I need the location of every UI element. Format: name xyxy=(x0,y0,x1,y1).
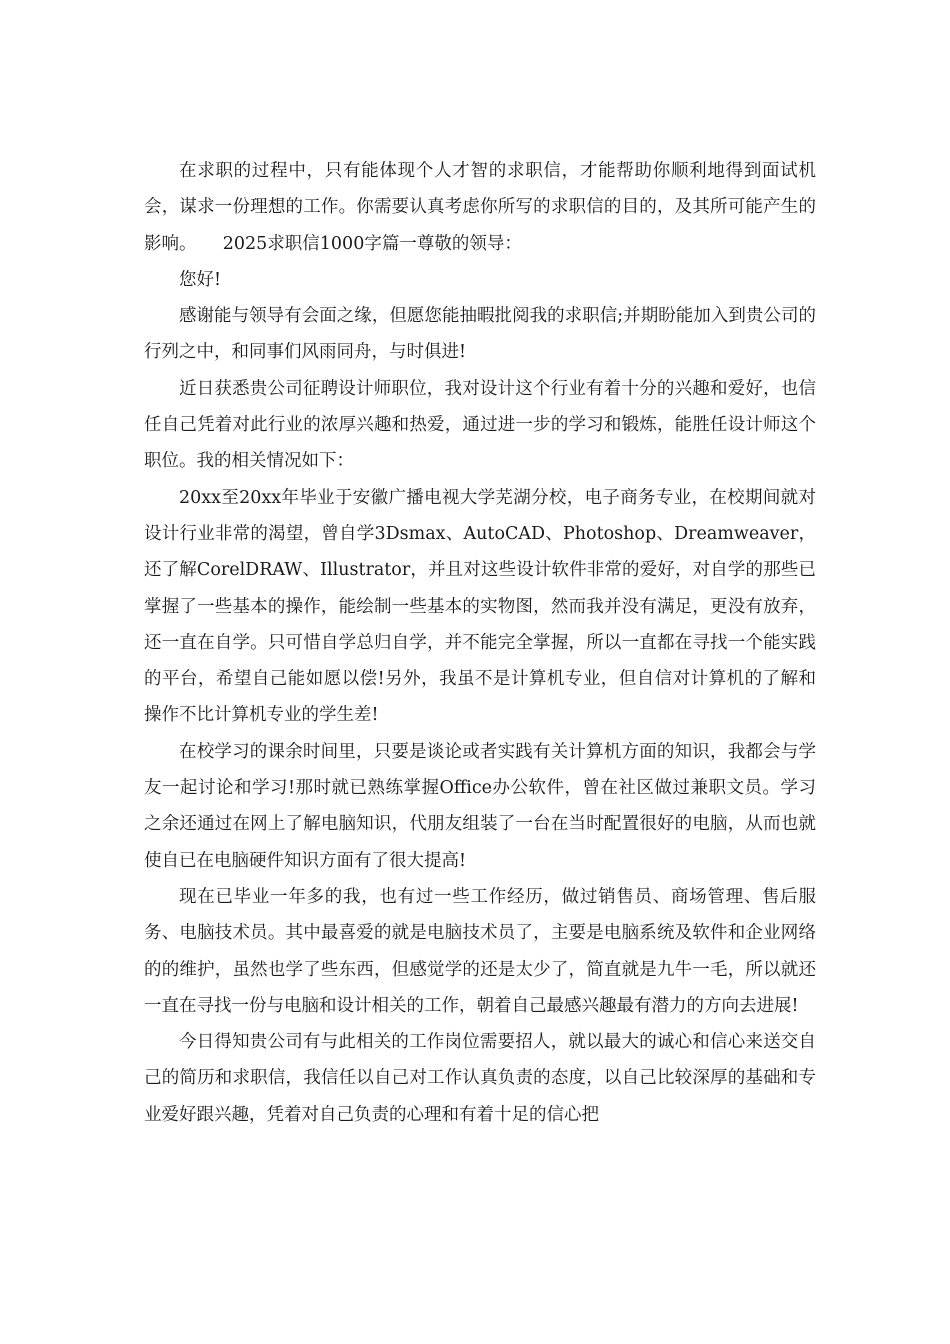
paragraph-thanks: 感谢能与领导有会面之缘，但愿您能抽暇批阅我的求职信;并期盼能加入到贵公司的行列之中，和同事们风雨同舟，与时俱进! xyxy=(144,306,816,363)
paragraph-computer-skills: 在校学习的课余时间里，只要是谈论或者实践有关计算机方面的知识，我都会与学友一起讨论和学习!那时就已熟练掌握Office办公软件，曾在社区做过兼职文员。学习之余还通过在网上了解电脑知识，代朋友组装了一台在当时配置很好的电脑，从而也就使自已在电脑硬件知识方面有了很大提高! xyxy=(144,741,816,871)
paragraph-application: 今日得知贵公司有与此相关的工作岗位需要招人，就以最大的诚心和信心来送交自己的简历和求职信，我信任以自己对工作认真负责的态度，以自己比较深厚的基础和专业爱好跟兴趣，凭着对自己负责的心理和有着十足的信心把 xyxy=(144,1032,816,1125)
paragraph-work-experience: 现在已毕业一年多的我，也有过一些工作经历，做过销售员、商场管理、售后服务、电脑技术员。其中最喜爱的就是电脑技术员了，主要是电脑系统及软件和企业网络的的维护，虽然也学了些东西，但感觉学的还是太少了，简直就是九牛一毛，所以就还一直在寻找一份与电脑和设计相关的工作，朝着自己最感兴趣最有潜力的方向去进展! xyxy=(144,886,816,1016)
paragraph-intro: 在求职的过程中，只有能体现个人才智的求职信，才能帮助你顺利地得到面试机会，谋求一份理想的工作。你需要认真考虑你所写的求职信的目的，及其所可能产生的影响。 2025求职信1000字篇一尊敬的领导： xyxy=(144,161,816,254)
paragraph-education: 20xx至20xx年毕业于安徽广播电视大学芜湖分校，电子商务专业，在校期间就对设计行业非常的渴望，曾自学3Dsmax、AutoCAD、Photoshop、Dreamweaver，还了解CorelDRAW、Illustrator，并且对这些设计软件非常的爱好，对自学的那些已掌握了一些基本的操作，能绘制一些基本的实物图，然而我并没有满足，更没有放弃，还一直在自学。只可惜自学总归自学，并不能完全掌握，所以一直都在寻找一个能实践的平台，希望自己能如愿以偿!另外，我虽不是计算机专业，但自信对计算机的了解和操作不比计算机专业的学生差! xyxy=(144,487,816,726)
document-body xyxy=(144,153,816,1133)
paragraph-greeting: 您好! xyxy=(179,269,222,290)
paragraph-position: 近日获悉贵公司征聘设计师职位，我对设计这个行业有着十分的兴趣和爱好，也信任自己凭着对此行业的浓厚兴趣和热爱，通过进一步的学习和锻炼，能胜任设计师这个职位。我的相关情况如下： xyxy=(144,378,816,472)
